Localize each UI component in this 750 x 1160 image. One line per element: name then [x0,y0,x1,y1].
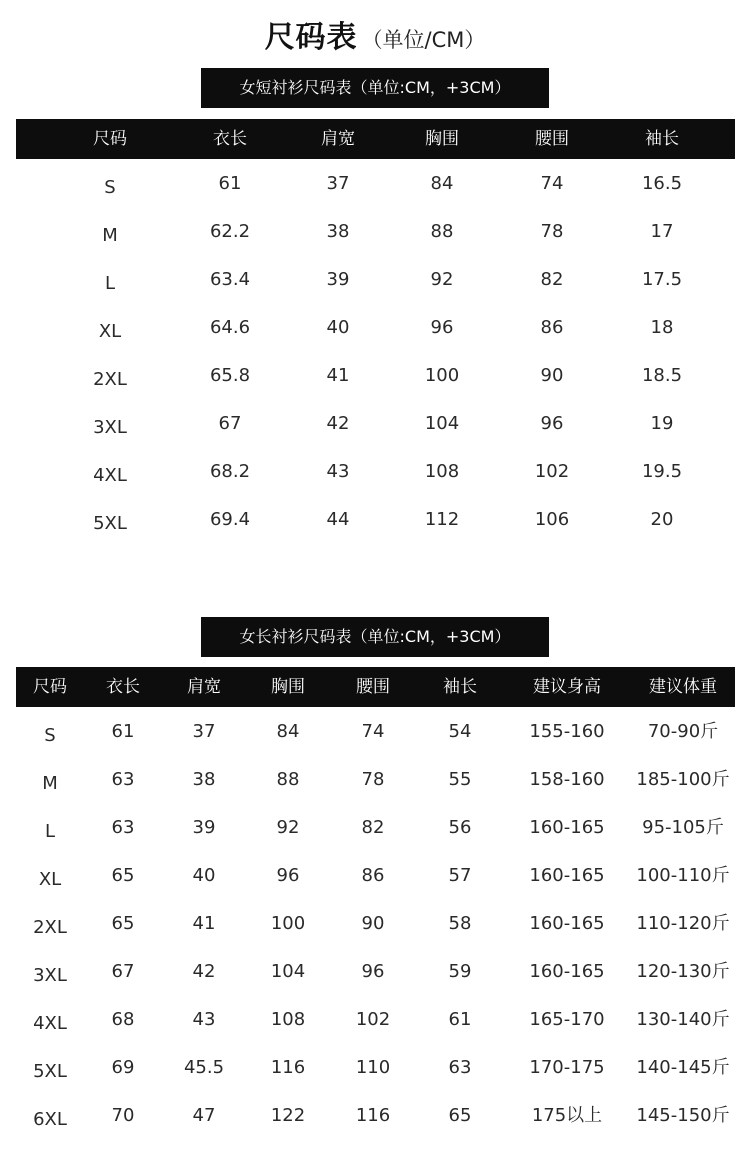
long-cell: M [42,773,58,794]
long-cell: S [44,725,56,746]
long-cell: 160-165 [529,865,605,886]
short-cell: L [104,273,116,294]
long-header-cell: 腰围 [356,677,390,697]
long-cell: 100 [270,913,306,934]
long-cell: 67 [111,961,135,982]
long-cell: 4XL [33,1013,67,1034]
long-cell: 122 [270,1105,306,1126]
table-row [0,460,750,484]
long-cell: 160-165 [529,817,605,838]
long-header-cell: 衣长 [106,677,140,697]
short-cell: 69.4 [209,509,251,530]
short-table-caption: 女短衬衫尺码表（单位:CM，+3CM） [201,68,549,108]
long-cell: 110-120斤 [636,913,730,934]
long-cell: 47 [192,1105,216,1126]
long-cell: 90 [361,913,385,934]
long-cell: 61 [448,1009,472,1030]
short-cell: 100 [424,365,460,386]
short-cell: 108 [424,461,460,482]
long-cell: 95-105斤 [642,817,724,838]
long-cell: 58 [448,913,472,934]
short-cell: 18 [650,317,674,338]
table-row [0,172,750,196]
long-cell: 5XL [33,1061,67,1082]
long-cell: 57 [448,865,472,886]
short-cell: 112 [424,509,460,530]
long-cell: 39 [192,817,216,838]
long-cell: 65 [448,1105,472,1126]
short-cell: 106 [534,509,570,530]
page-title [0,12,750,56]
long-cell: 165-170 [529,1009,605,1030]
short-cell: 74 [540,173,564,194]
short-header-cell: 袖长 [645,129,679,149]
long-cell: 61 [111,721,135,742]
short-cell: 61 [218,173,242,194]
short-cell: 104 [424,413,460,434]
short-table-header [16,119,735,159]
long-cell: 68 [111,1009,135,1030]
short-cell: 78 [540,221,564,242]
long-cell: 185-100斤 [636,769,730,790]
long-cell: 120-130斤 [636,961,730,982]
long-cell: 63 [111,817,135,838]
short-cell: 5XL [93,513,127,534]
short-header-cell: 胸围 [425,129,459,149]
long-cell: 160-165 [529,961,605,982]
short-cell: 65.8 [209,365,251,386]
long-cell: 70 [111,1105,135,1126]
short-cell: 68.2 [209,461,251,482]
table-row [0,1008,750,1032]
short-cell: 19 [650,413,674,434]
long-table-caption: 女长衬衫尺码表（单位:CM，+3CM） [201,617,549,657]
long-cell: 96 [361,961,385,982]
long-header-cell: 胸围 [271,677,305,697]
short-cell: 96 [430,317,454,338]
long-cell: 92 [276,817,300,838]
long-cell: 170-175 [529,1057,605,1078]
long-cell: 145-150斤 [636,1105,730,1126]
short-header-cell: 尺码 [93,129,127,149]
long-cell: 110 [355,1057,391,1078]
short-cell: 43 [326,461,350,482]
long-cell: 116 [355,1105,391,1126]
long-cell: 100-110斤 [636,865,730,886]
table-row [0,816,750,840]
short-cell: 17.5 [641,269,683,290]
long-cell: 40 [192,865,216,886]
long-cell: 37 [192,721,216,742]
table-row [0,220,750,244]
short-cell: 86 [540,317,564,338]
long-cell: 160-165 [529,913,605,934]
long-cell: 130-140斤 [636,1009,730,1030]
short-cell: 62.2 [209,221,251,242]
short-cell: 38 [326,221,350,242]
short-cell: 84 [430,173,454,194]
long-header-cell: 尺码 [33,677,67,697]
table-row [0,912,750,936]
short-cell: 44 [326,509,350,530]
title-main: 尺码表 [264,20,358,55]
long-cell: 59 [448,961,472,982]
short-cell: 20 [650,509,674,530]
long-cell: 78 [361,769,385,790]
long-cell: 54 [448,721,472,742]
short-cell: 2XL [93,369,127,390]
table-row [0,1104,750,1128]
short-cell: 96 [540,413,564,434]
short-cell: XL [98,321,122,342]
short-cell: 18.5 [641,365,683,386]
long-cell: 3XL [33,965,67,986]
short-cell: 39 [326,269,350,290]
short-cell: 82 [540,269,564,290]
short-cell: 17 [650,221,674,242]
long-cell: 96 [276,865,300,886]
short-cell: 64.6 [209,317,251,338]
long-cell: 6XL [33,1109,67,1130]
table-row [0,864,750,888]
long-cell: 41 [192,913,216,934]
table-row [0,364,750,388]
table-row [0,316,750,340]
table-row [0,960,750,984]
long-cell: 42 [192,961,216,982]
long-cell: 65 [111,913,135,934]
long-cell: 84 [276,721,300,742]
long-cell: 45.5 [183,1057,225,1078]
long-cell: 55 [448,769,472,790]
short-cell: 3XL [93,417,127,438]
long-cell: 88 [276,769,300,790]
long-cell: 63 [111,769,135,790]
title-unit: （单位/CM） [361,28,486,52]
short-cell: 41 [326,365,350,386]
long-cell: 43 [192,1009,216,1030]
long-cell: 65 [111,865,135,886]
short-cell: M [102,225,118,246]
short-cell: 19.5 [641,461,683,482]
long-cell: 56 [448,817,472,838]
table-row [0,412,750,436]
long-cell: 175以上 [531,1105,603,1126]
short-cell: 4XL [93,465,127,486]
long-header-cell: 建议身高 [533,677,601,697]
long-header-cell: 肩宽 [187,677,221,697]
short-cell: 37 [326,173,350,194]
short-cell: 42 [326,413,350,434]
long-cell: 158-160 [529,769,605,790]
long-cell: 86 [361,865,385,886]
table-row [0,720,750,744]
short-cell: 90 [540,365,564,386]
long-cell: 155-160 [529,721,605,742]
long-cell: 2XL [33,917,67,938]
long-cell: 38 [192,769,216,790]
short-cell: 67 [218,413,242,434]
long-cell: 74 [361,721,385,742]
long-header-cell: 袖长 [443,677,477,697]
table-row [0,268,750,292]
long-cell: L [44,821,56,842]
table-row [0,768,750,792]
short-cell: 16.5 [641,173,683,194]
long-cell: 102 [355,1009,391,1030]
short-cell: 63.4 [209,269,251,290]
long-cell: 69 [111,1057,135,1078]
short-cell: 88 [430,221,454,242]
long-header-cell: 建议体重 [649,677,717,697]
short-cell: 102 [534,461,570,482]
long-cell: 104 [270,961,306,982]
short-cell: S [104,177,116,198]
long-cell: 82 [361,817,385,838]
table-row [0,508,750,532]
short-header-cell: 衣长 [213,129,247,149]
long-cell: 140-145斤 [636,1057,730,1078]
short-cell: 92 [430,269,454,290]
long-table-header [16,667,735,707]
long-cell: 108 [270,1009,306,1030]
long-cell: 116 [270,1057,306,1078]
long-cell: XL [38,869,62,890]
short-header-cell: 腰围 [535,129,569,149]
short-cell: 40 [326,317,350,338]
long-cell: 63 [448,1057,472,1078]
table-row [0,1056,750,1080]
long-cell: 70-90斤 [647,721,719,742]
short-header-cell: 肩宽 [321,129,355,149]
